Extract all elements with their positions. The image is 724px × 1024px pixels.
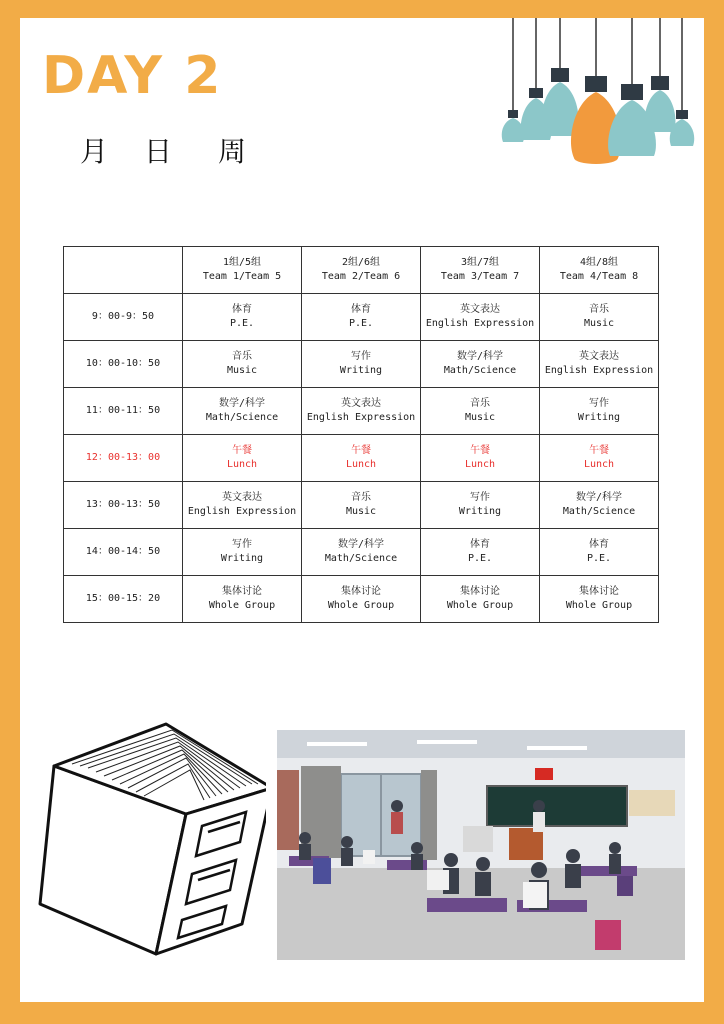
subject-cell <box>421 529 540 576</box>
time-cell: 10：00-10：50 <box>64 341 183 388</box>
team-header <box>302 247 421 294</box>
subject-cn: 体育 <box>470 539 490 550</box>
subject-cell <box>302 529 421 576</box>
subject-en: Lunch <box>345 459 377 470</box>
subject-cell <box>540 529 659 576</box>
table-row <box>64 294 659 341</box>
team-header <box>540 247 659 294</box>
team-header-cn: 1组/5组 <box>222 257 262 268</box>
subject-en: Music <box>464 412 496 423</box>
subject-cn: 英文表达 <box>222 492 262 503</box>
subject-en: P.E. <box>586 553 612 564</box>
hanging-lamps-icon <box>500 18 704 178</box>
subject-cell <box>302 576 421 623</box>
subject-cell <box>183 341 302 388</box>
date-day: 日 <box>144 135 173 168</box>
subject-cn: 午餐 <box>232 445 252 456</box>
subject-en: Whole Group <box>327 600 395 611</box>
subject-cell <box>540 294 659 341</box>
subject-en: English Expression <box>425 318 535 329</box>
date-month: 月 <box>80 135 109 168</box>
subject-en: Math/Science <box>324 553 398 564</box>
classroom-photo <box>277 730 685 960</box>
book-icon <box>36 718 266 968</box>
subject-cell <box>421 341 540 388</box>
subject-cn: 写作 <box>470 492 490 503</box>
subject-en: English Expression <box>187 506 297 517</box>
subject-en: English Expression <box>306 412 416 423</box>
subject-en: Lunch <box>464 459 496 470</box>
table-row <box>64 388 659 435</box>
subject-en: Whole Group <box>208 600 276 611</box>
subject-en: Writing <box>458 506 502 517</box>
subject-en: P.E. <box>348 318 374 329</box>
subject-cell <box>183 294 302 341</box>
table-row <box>64 529 659 576</box>
subject-cn: 集体讨论 <box>460 586 500 597</box>
subject-cn: 音乐 <box>232 351 252 362</box>
subject-cn: 数学/科学 <box>218 398 266 409</box>
subject-cell <box>183 388 302 435</box>
subject-cn: 英文表达 <box>579 351 619 362</box>
schedule-table <box>63 246 659 623</box>
subject-cell <box>302 341 421 388</box>
subject-en: English Expression <box>544 365 654 376</box>
table-row-lunch <box>64 435 659 482</box>
subject-cn: 数学/科学 <box>337 539 385 550</box>
subject-cn: 写作 <box>589 398 609 409</box>
subject-cn: 体育 <box>589 539 609 550</box>
subject-en: Writing <box>339 365 383 376</box>
subject-cell <box>302 388 421 435</box>
subject-cell <box>421 576 540 623</box>
time-cell: 9：00-9：50 <box>64 294 183 341</box>
subject-cell <box>540 576 659 623</box>
time-cell: 11：00-11：50 <box>64 388 183 435</box>
table-row <box>64 482 659 529</box>
subject-cn: 体育 <box>351 304 371 315</box>
subject-en: Math/Science <box>205 412 279 423</box>
subject-cell <box>183 576 302 623</box>
subject-cell <box>540 482 659 529</box>
subject-en: Math/Science <box>562 506 636 517</box>
subject-cell <box>302 435 421 482</box>
subject-cell <box>540 388 659 435</box>
date-week: 周 <box>218 135 247 168</box>
time-cell: 12：00-13：00 <box>64 435 183 482</box>
corner-cell <box>64 247 183 294</box>
subject-cell <box>421 482 540 529</box>
table-row <box>64 341 659 388</box>
subject-cn: 午餐 <box>351 445 371 456</box>
subject-cn: 集体讨论 <box>222 586 262 597</box>
date-line <box>80 130 246 170</box>
subject-cell <box>302 482 421 529</box>
subject-en: Music <box>583 318 615 329</box>
team-header-cn: 2组/6组 <box>341 257 381 268</box>
team-header-en: Team 1/Team 5 <box>202 271 282 282</box>
subject-cell <box>302 294 421 341</box>
time-cell: 13：00-13：50 <box>64 482 183 529</box>
subject-cn: 午餐 <box>470 445 490 456</box>
day-title: DAY 2 <box>42 46 223 106</box>
subject-cn: 写作 <box>351 351 371 362</box>
subject-en: Music <box>226 365 258 376</box>
team-header <box>183 247 302 294</box>
schedule-page <box>20 18 704 1002</box>
subject-cn: 写作 <box>232 539 252 550</box>
subject-cn: 集体讨论 <box>341 586 381 597</box>
header-row <box>64 247 659 294</box>
team-header-cn: 3组/7组 <box>460 257 500 268</box>
team-header-en: Team 4/Team 8 <box>559 271 639 282</box>
subject-cn: 音乐 <box>470 398 490 409</box>
time-cell: 15：00-15：20 <box>64 576 183 623</box>
subject-en: P.E. <box>229 318 255 329</box>
subject-cell <box>540 435 659 482</box>
time-cell: 14：00-14：50 <box>64 529 183 576</box>
subject-cell <box>421 294 540 341</box>
subject-cn: 英文表达 <box>460 304 500 315</box>
subject-en: P.E. <box>467 553 493 564</box>
subject-cell <box>183 529 302 576</box>
subject-cell <box>183 435 302 482</box>
subject-cn: 数学/科学 <box>456 351 504 362</box>
subject-en: Writing <box>577 412 621 423</box>
subject-en: Whole Group <box>565 600 633 611</box>
subject-cn: 音乐 <box>351 492 371 503</box>
subject-cn: 数学/科学 <box>575 492 623 503</box>
subject-cn: 英文表达 <box>341 398 381 409</box>
subject-en: Math/Science <box>443 365 517 376</box>
subject-en: Whole Group <box>446 600 514 611</box>
table-row <box>64 576 659 623</box>
team-header-en: Team 3/Team 7 <box>440 271 520 282</box>
subject-cn: 集体讨论 <box>579 586 619 597</box>
subject-en: Writing <box>220 553 264 564</box>
team-header-cn: 4组/8组 <box>579 257 619 268</box>
subject-cell <box>183 482 302 529</box>
subject-cn: 音乐 <box>589 304 609 315</box>
subject-en: Lunch <box>583 459 615 470</box>
subject-en: Lunch <box>226 459 258 470</box>
subject-cn: 体育 <box>232 304 252 315</box>
subject-cell <box>421 388 540 435</box>
team-header <box>421 247 540 294</box>
subject-cell <box>540 341 659 388</box>
subject-en: Music <box>345 506 377 517</box>
subject-cell <box>421 435 540 482</box>
subject-cn: 午餐 <box>589 445 609 456</box>
team-header-en: Team 2/Team 6 <box>321 271 401 282</box>
